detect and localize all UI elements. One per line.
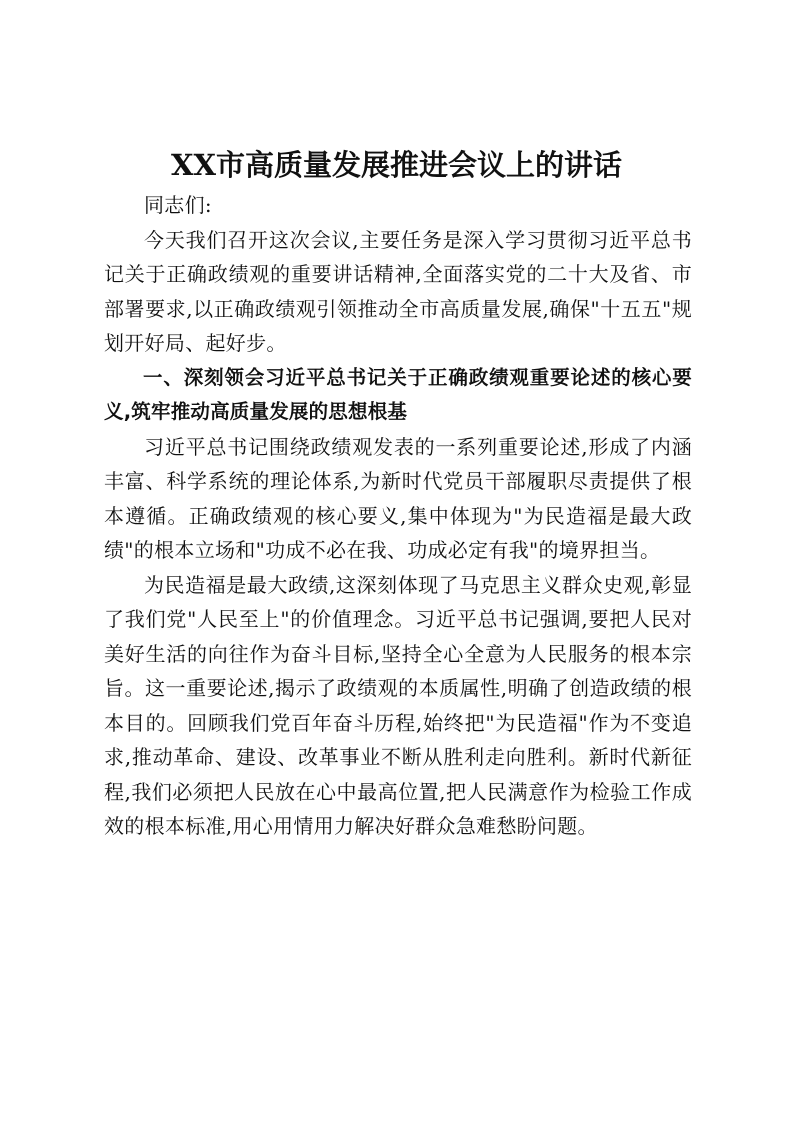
section-heading-1: 一、深刻领会习近平总书记关于正确政绩观重要论述的核心要义,筑牢推动高质量发展的思想根基 [104, 365, 692, 423]
paragraph-core-meaning: 习近平总书记围绕政绩观发表的一系列重要论述,形成了内涵丰富、科学系统的理论体系,为新时代党员干部履职尽责提供了根本遵循。正确政绩观的核心要义,集中体现为"为民造福是最大政绩"的根本立场和"功成不必在我、功成必定有我"的境界担当。 [104, 434, 692, 562]
document-title: XX市高质量发展推进会议上的讲话 [170, 148, 622, 182]
document-body [104, 188, 692, 844]
paragraph-intro: 今天我们召开这次会议,主要任务是深入学习贯彻习近平总书记关于正确政绩观的重要讲话精神,全面落实党的二十大及省、市部署要求,以正确政绩观引领推动全市高质量发展,确保"十五五"规划开好局、起好步。 [104, 227, 692, 355]
paragraph-people-first: 为民造福是最大政绩,这深刻体现了马克思主义群众史观,彰显了我们党"人民至上"的价值理念。习近平总书记强调,要把人民对美好生活的向往作为奋斗目标,坚持全心全意为人民服务的根本宗旨。这一重要论述,揭示了政绩观的本质属性,明确了创造政绩的根本目的。回顾我们党百年奋斗历程,始终把"为民造福"作为不变追求,推动革命、建设、改革事业不断从胜利走向胜利。新时代新征程,我们必须把人民放在心中最高位置,把人民满意作为检验工作成效的根本标准,用心用情用力解决好群众急难愁盼问题。 [104, 572, 692, 838]
salutation: 同志们: [144, 193, 212, 217]
